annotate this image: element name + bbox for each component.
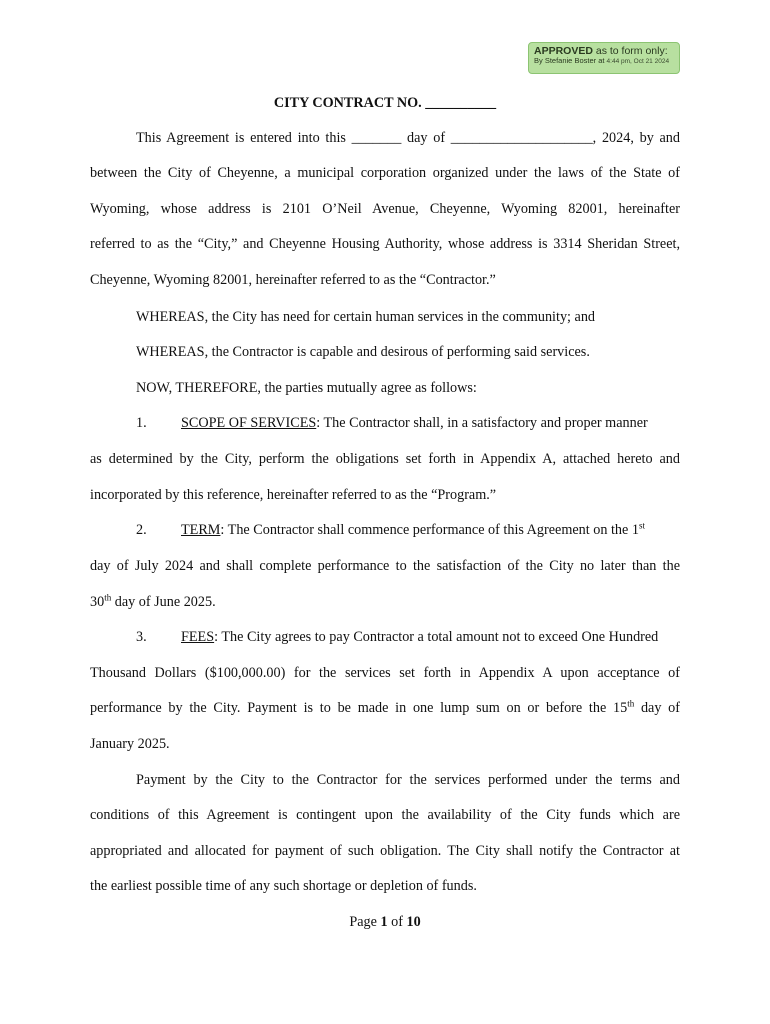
page-footer: Page 1 of 10 [349,914,421,930]
intro-line-2: between the City of Cheyenne, a municipal corporation organized under the laws of the State of [90,165,680,181]
section-heading: TERM [181,522,221,538]
stamp-signature-line: By Stefanie Boster at 4:44 pm, Oct 21 2024 [534,56,670,66]
section-3-first-line: 3. FEES: The City agrees to pay Contractor a total amount not to exceed One Hundred [136,629,659,645]
approval-stamp [528,42,680,74]
page-number: 1 [380,914,388,930]
intro-line-5: Cheyenne, Wyoming 82001, hereinafter referred to as the “Contractor.” [90,272,496,288]
section-1-line-2: as determined by the City, perform the obligations set forth in Appendix A, attached hereto and [90,451,680,467]
section-2-first-line: 2. TERM: The Contractor shall commence performance of this Agreement on the 1st [136,520,645,538]
whereas-clause-1: WHEREAS, the City has need for certain human services in the community; and [136,309,596,325]
section-2-line-2: day of July 2024 and shall complete performance to the satisfaction of the City no later than the [90,558,680,574]
intro-line-1: This Agreement is entered into this _______ day of ____________________, 2024, by and [136,130,680,146]
section-number: 1. [136,415,147,431]
intro-line-4: referred to as the “City,” and Cheyenne Housing Authority, whose address is 3314 Sheridan Street, [90,236,680,252]
section-3-line-3: performance by the City. Payment is to be made in one lump sum on or before the 15th day of [90,698,680,716]
payment-line-3: appropriated and allocated for payment of such obligation. The City shall notify the Contractor at [90,843,680,859]
contract-title: CITY CONTRACT NO. __________ [273,95,497,111]
section-heading: FEES [181,629,215,645]
whereas-clause-2: WHEREAS, the Contractor is capable and desirous of performing said services. [136,344,590,360]
intro-line-3: Wyoming, whose address is 2101 O’Neil Avenue, Cheyenne, Wyoming 82001, hereinafter [90,201,680,217]
section-1-first-line: 1. SCOPE OF SERVICES: The Contractor shall, in a satisfactory and proper manner [136,415,648,431]
section-number: 2. [136,522,147,538]
section-heading: SCOPE OF SERVICES [181,415,317,431]
page-total: 10 [406,914,421,930]
payment-line-4: the earliest possible time of any such shortage or depletion of funds. [90,878,477,894]
section-number: 3. [136,629,147,645]
now-therefore-clause: NOW, THEREFORE, the parties mutually agree as follows: [136,380,477,396]
payment-line-1: Payment by the City to the Contractor for the services performed under the terms and [136,772,680,788]
stamp-approved-line: APPROVED as to form only: [534,45,668,57]
payment-line-2: conditions of this Agreement is contingent upon the availability of the City funds which are [90,807,680,823]
section-3-line-2: Thousand Dollars ($100,000.00) for the services set forth in Appendix A upon acceptance of [90,665,680,681]
section-1-line-3: incorporated by this reference, hereinafter referred to as the “Program.” [90,487,497,503]
section-2-line-3: 30th day of June 2025. [90,592,216,610]
section-3-line-4: January 2025. [90,736,170,752]
